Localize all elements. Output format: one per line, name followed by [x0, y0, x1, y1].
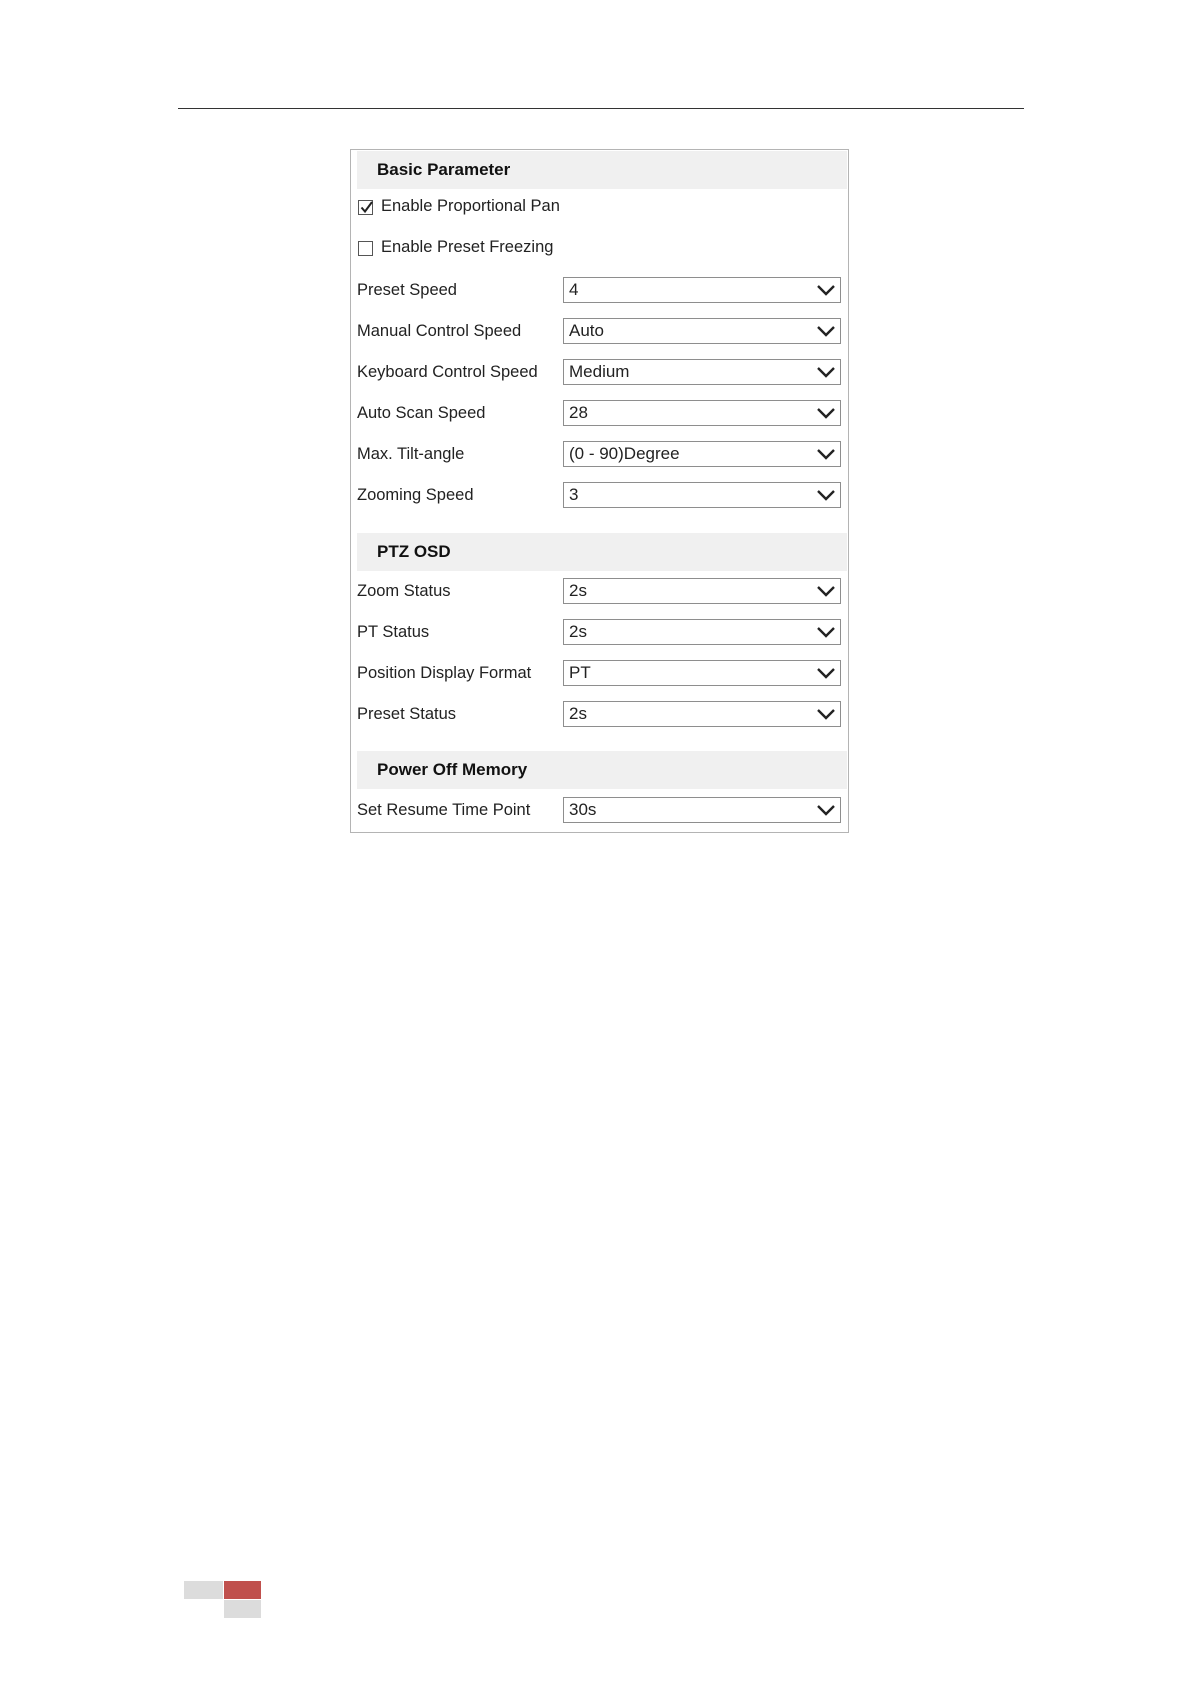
zoom-status-label: Zoom Status [357, 582, 451, 600]
field-row-zooming-speed [357, 482, 840, 510]
position-display-format-label: Position Display Format [357, 664, 532, 682]
pt-status-value: 2s [569, 622, 587, 641]
chevron-down-icon [816, 405, 836, 421]
keyboard-control-speed-select[interactable] [563, 359, 841, 385]
chevron-down-icon [816, 706, 836, 722]
section-header-ptz-osd: PTZ OSD [357, 533, 847, 571]
zooming-speed-select[interactable] [563, 482, 841, 508]
zooming-speed-label: Zooming Speed [357, 486, 474, 504]
field-row-preset-speed [357, 277, 840, 305]
chevron-down-icon [816, 487, 836, 503]
pt-status-select[interactable] [563, 619, 841, 645]
field-row-preset-status [357, 701, 840, 729]
max-tilt-angle-select[interactable] [563, 441, 841, 467]
chevron-down-icon [816, 364, 836, 380]
footer-block-red [224, 1581, 261, 1599]
chevron-down-icon [816, 282, 836, 298]
section-header-basic-parameter: Basic Parameter [357, 151, 847, 189]
chevron-down-icon [816, 323, 836, 339]
header-rule [178, 108, 1024, 109]
position-display-format-value: PT [569, 663, 591, 682]
position-display-format-select[interactable] [563, 660, 841, 686]
field-row-auto-scan-speed [357, 400, 840, 428]
field-row-zoom-status [357, 578, 840, 606]
chevron-down-icon [816, 624, 836, 640]
preset-speed-label: Preset Speed [357, 281, 457, 299]
ptz-settings-panel [350, 149, 849, 833]
max-tilt-angle-label: Max. Tilt-angle [357, 445, 465, 463]
set-resume-time-point-label: Set Resume Time Point [357, 801, 531, 819]
pt-status-label: PT Status [357, 623, 430, 641]
field-row-position-display-format [357, 660, 840, 688]
auto-scan-speed-label: Auto Scan Speed [357, 404, 486, 422]
footer-block-gray-left [184, 1581, 223, 1599]
field-row-keyboard-control-speed [357, 359, 840, 387]
auto-scan-speed-value: 28 [569, 403, 588, 422]
chevron-down-icon [816, 802, 836, 818]
chevron-down-icon [816, 446, 836, 462]
field-row-pt-status [357, 619, 840, 647]
auto-scan-speed-select[interactable] [563, 400, 841, 426]
preset-speed-value: 4 [569, 280, 579, 299]
zoom-status-value: 2s [569, 581, 587, 600]
checkmark-icon [359, 200, 374, 215]
manual-control-speed-select[interactable] [563, 318, 841, 344]
set-resume-time-point-select[interactable] [563, 797, 841, 823]
set-resume-time-point-value: 30s [569, 800, 597, 819]
max-tilt-angle-value: (0 - 90)Degree [569, 444, 680, 463]
manual-control-speed-label: Manual Control Speed [357, 322, 522, 340]
field-row-max-tilt-angle [357, 441, 840, 469]
enable-preset-freezing-checkbox[interactable] [358, 241, 373, 256]
section-header-power-off-memory: Power Off Memory [357, 751, 847, 789]
preset-status-value: 2s [569, 704, 587, 723]
enable-preset-freezing-label: Enable Preset Freezing [381, 238, 554, 256]
zooming-speed-value: 3 [569, 485, 579, 504]
enable-proportional-pan-label: Enable Proportional Pan [381, 197, 560, 215]
preset-status-label: Preset Status [357, 705, 457, 723]
chevron-down-icon [816, 583, 836, 599]
field-row-set-resume-time-point [357, 797, 840, 825]
manual-control-speed-value: Auto [569, 321, 604, 340]
preset-speed-select[interactable] [563, 277, 841, 303]
footer-block-gray-bottom [224, 1600, 261, 1618]
field-row-manual-control-speed [357, 318, 840, 346]
enable-proportional-pan-checkbox[interactable] [358, 200, 373, 215]
keyboard-control-speed-label: Keyboard Control Speed [357, 363, 538, 381]
chevron-down-icon [816, 665, 836, 681]
keyboard-control-speed-value: Medium [569, 362, 630, 381]
zoom-status-select[interactable] [563, 578, 841, 604]
preset-status-select[interactable] [563, 701, 841, 727]
